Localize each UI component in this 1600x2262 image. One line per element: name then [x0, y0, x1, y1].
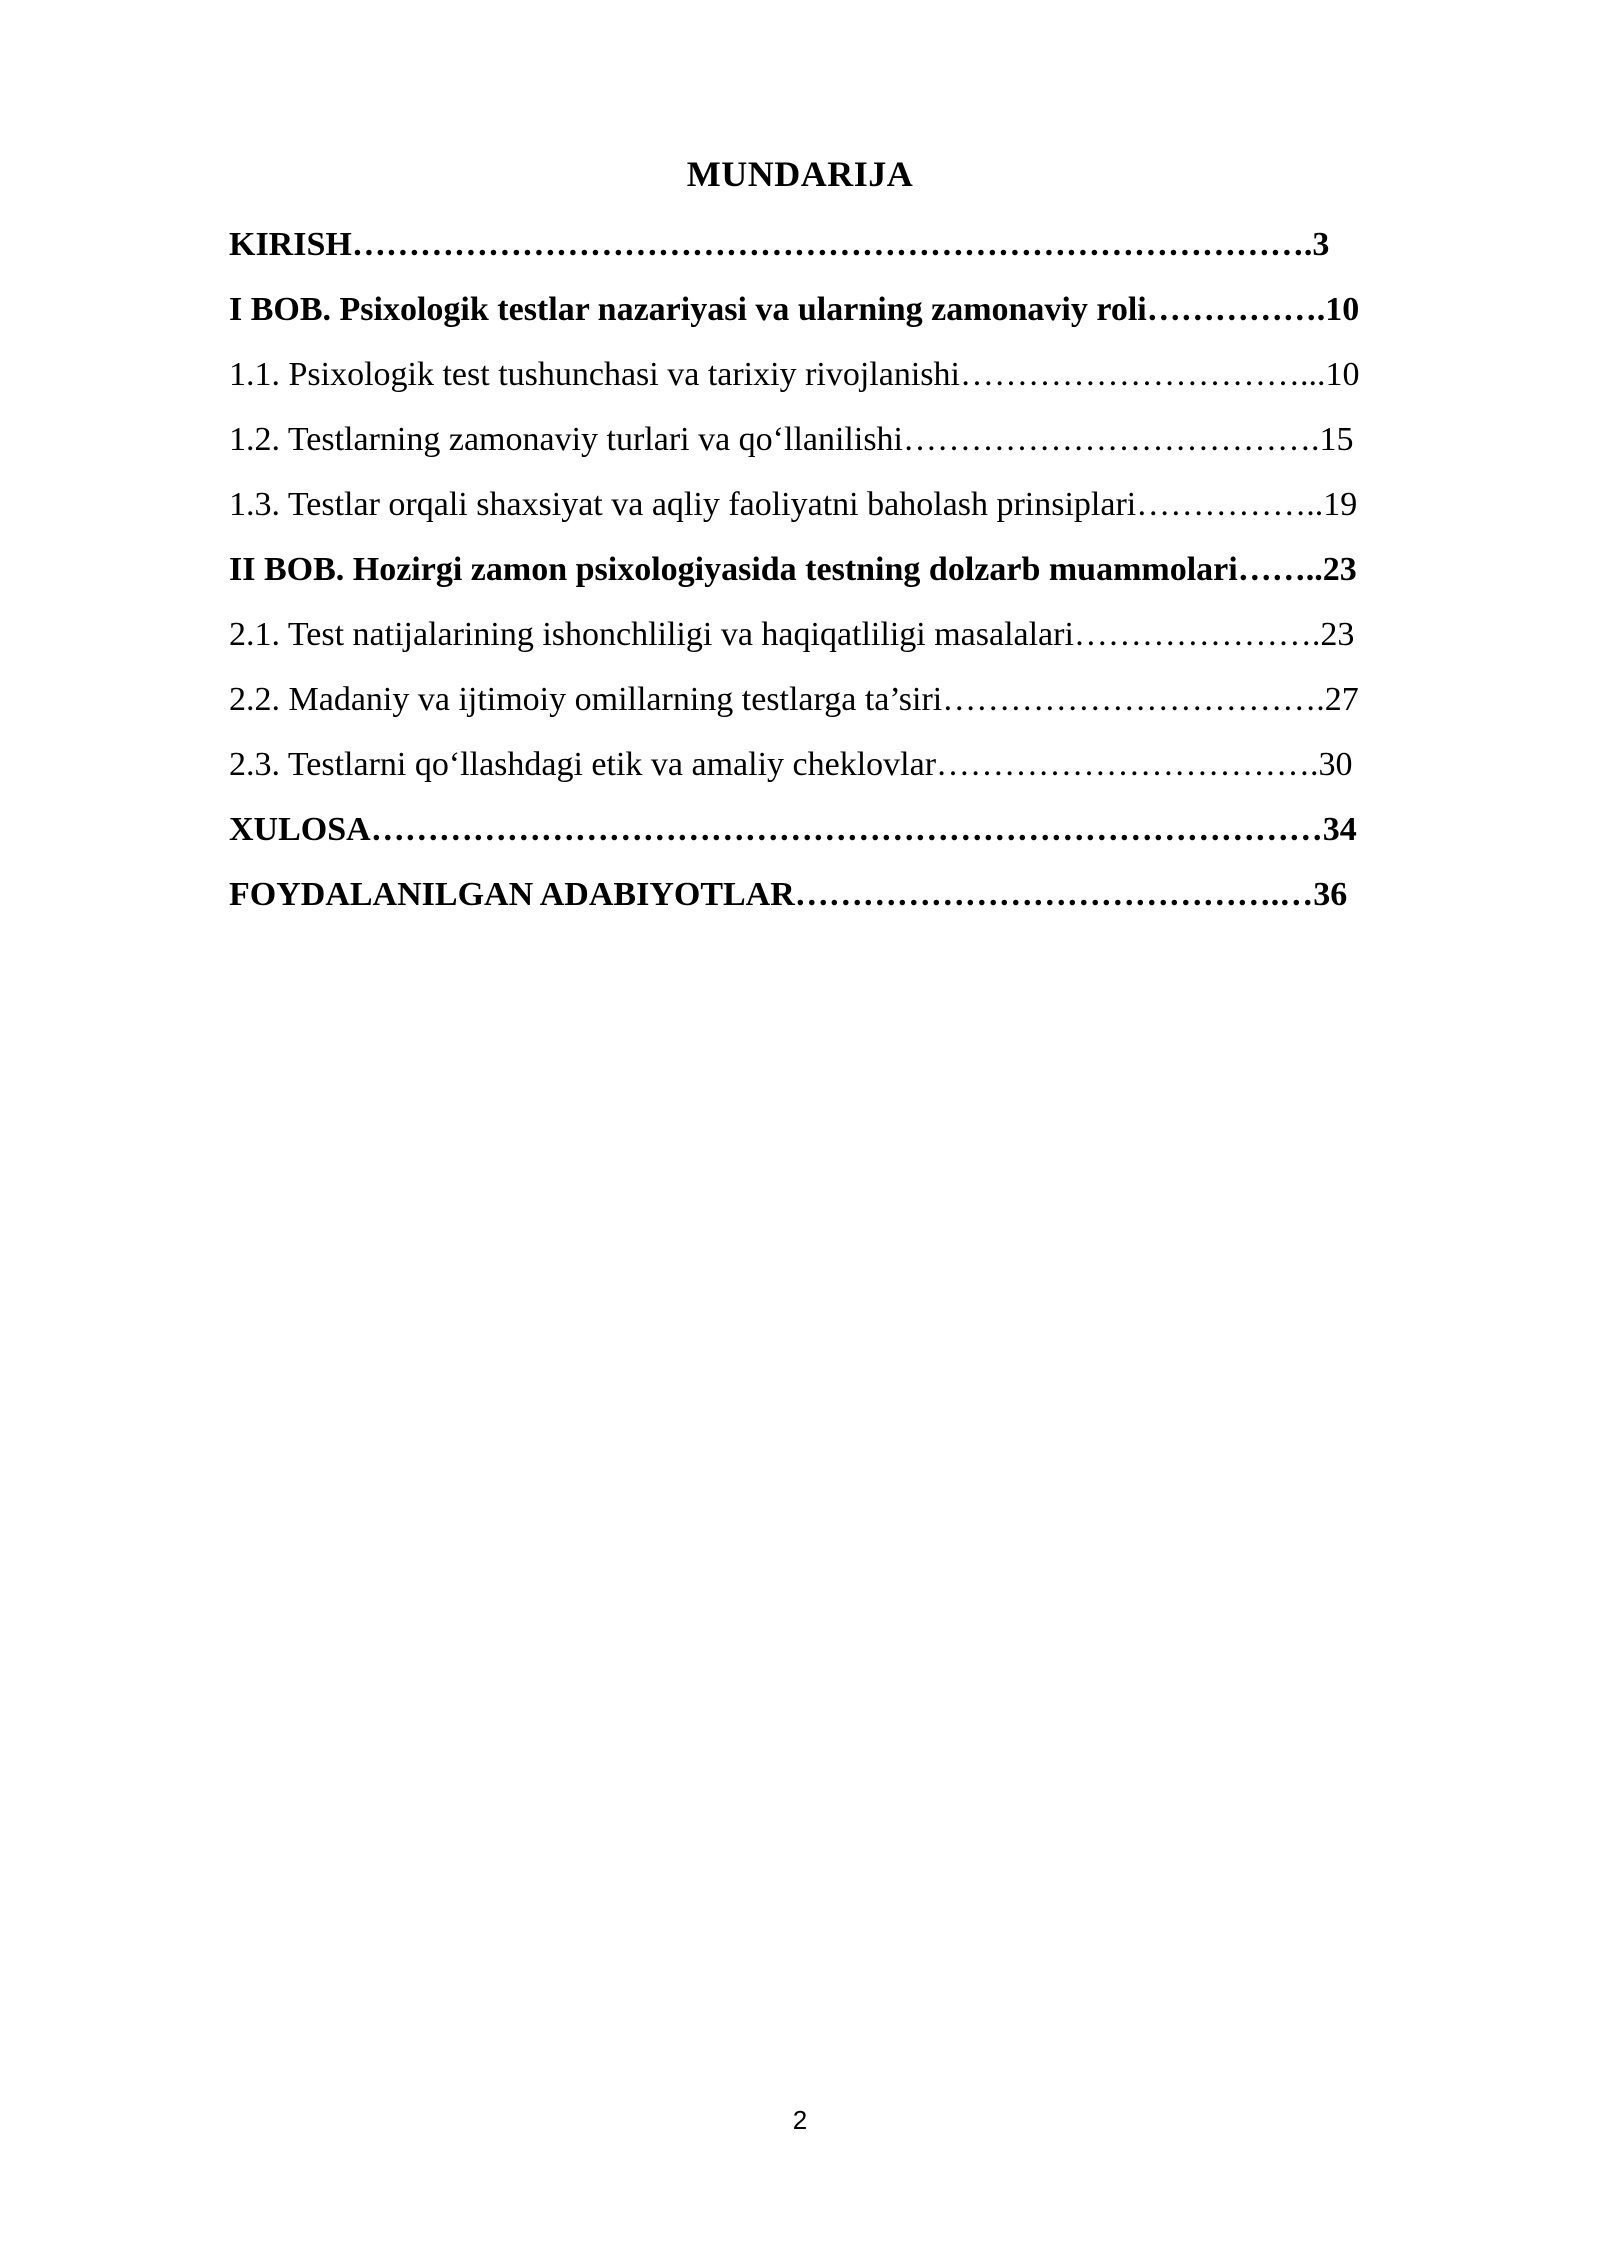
toc-entry-text: I BOB. Psixologik testlar nazariyasi va ularning zamonaviy roli…………….10 [229, 291, 1360, 328]
toc-entry-chapter-1[interactable] [229, 277, 1519, 342]
toc-entry-section-1-1[interactable] [229, 342, 1519, 407]
toc-entry-references[interactable] [229, 862, 1519, 927]
toc-entry-text: 2.2. Madaniy va ijtimoiy omillarning testlarga ta’siri…………………………….27 [229, 681, 1359, 718]
toc-entry-chapter-2[interactable] [229, 537, 1519, 602]
toc-entry-section-2-2[interactable] [229, 667, 1519, 732]
toc-entry-text: 2.1. Test natijalarining ishonchliligi va haqiqatliligi masalalari………………….23 [229, 616, 1355, 653]
toc-entry-section-1-2[interactable] [229, 407, 1519, 472]
toc-entry-text: KIRISH………………………………………………………………………….3 [229, 226, 1330, 263]
toc-entry-text: XULOSA…………………………………………………………………………34 [229, 811, 1357, 848]
table-of-contents [229, 212, 1519, 927]
toc-entry-text: 2.3. Testlarni qo‘llashdagi etik va amaliy cheklovlar…………………………….30 [229, 746, 1353, 783]
toc-entry-text: 1.2. Testlarning zamonaviy turlari va qo‘llanilishi……………………………….15 [229, 421, 1354, 458]
page-title: MUNDARIJA [686, 154, 914, 194]
toc-entry-kirish[interactable] [229, 212, 1519, 277]
toc-entry-section-1-3[interactable] [229, 472, 1519, 537]
toc-entry-xulosa[interactable] [229, 797, 1519, 862]
toc-entry-text: 1.3. Testlar orqali shaxsiyat va aqliy faoliyatni baholash prinsiplari……………..19 [229, 486, 1358, 523]
toc-entry-section-2-1[interactable] [229, 602, 1519, 667]
toc-entry-text: II BOB. Hozirgi zamon psixologiyasida testning dolzarb muammolari……..23 [229, 551, 1357, 588]
toc-entry-text: 1.1. Psixologik test tushunchasi va tarixiy rivojlanishi…………………………...10 [229, 356, 1360, 393]
toc-entry-text: FOYDALANILGAN ADABIYOTLAR…………………………………….…36 [229, 876, 1348, 913]
page-number: 2 [792, 2105, 808, 2135]
toc-entry-section-2-3[interactable] [229, 732, 1519, 797]
